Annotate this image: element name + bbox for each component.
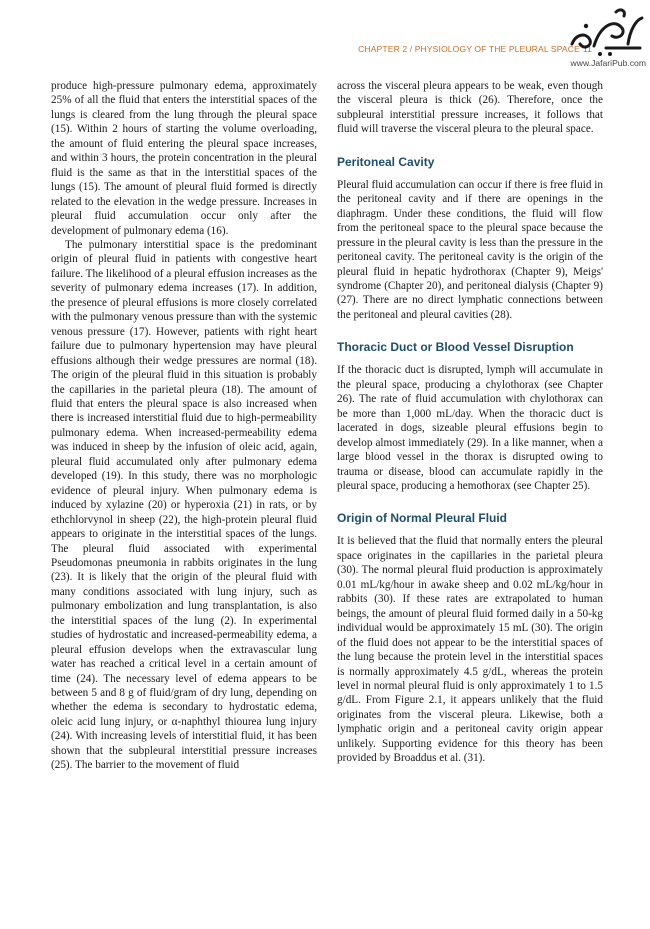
right-column [337,79,603,766]
section-heading-thoracic-duct: Thoracic Duct or Blood Vessel Disruption [337,340,574,355]
calligraphy-logo-icon [566,4,646,58]
page-number: 11 [582,44,592,54]
body-paragraph: It is believed that the fluid that normally enters the pleural space originates in the capillaries in the parietal pleura (30). The normal pleural fluid production is approximately 0.01 mL/kg/hour in awake sheep and 0.02 mL/kg/hour in rabbits (30). If these rates are extrapolated to human beings, the amount of pleural fluid formed daily in a 50-kg individual would be approximately 15 mL (30). The origin of the fluid does not appear to be the interstitial spaces of the lung because the protein level in the interstitial spaces is normally approximately 4.5 g/dL, whereas the protein level in normal pleural fluid is only approximately 1 to 1.5 g/dL. From Figure 2.1, it appears unlikely that the fluid originates from the visceral pleura. Likewise, both a lymphatic origin and a peritoneal cavity origin appear unlikely. Supporting evidence for this theory has been provided by Broaddus et al. (31). [337,535,603,765]
body-paragraph: Pleural fluid accumulation can occur if there is free fluid in the peritoneal cavity and if there are openings in the diaphragm. Under these conditions, the fluid will flow from the peritoneal space to the pleural space because the pressure in the pleural cavity is less than the pressure in the peritoneal cavity. The peritoneal cavity is the origin of the pleural fluid in hepatic hydrothorax (Chapter 9), Meigs' syndrome (Chapter 20), and peritoneal dialysis (Chapter 9) (27). There are no direct lymphatic connections between the peritoneal and pleural cavities (28). [337,178,603,321]
section-heading-peritoneal-cavity: Peritoneal Cavity [337,154,435,169]
body-paragraph: If the thoracic duct is disrupted, lymph will accumulate in the pleural space, producing a chylothorax (see Chapter 26). The rate of fluid accumulation with chylothorax can be more than 1,000 mL/day. When the thoracic duct is lacerated in dogs, sizeable pleural effusions begin to develop almost immediately (29). In a like manner, when a large blood vessel in the thorax is disrupted owing to trauma or disease, blood can accumulate rapidly in the pleural space, producing a hemothorax (see Chapter 25). [337,364,603,492]
running-header [330,44,592,54]
left-column [51,79,317,773]
section-heading-normal-pleural-fluid: Origin of Normal Pleural Fluid [337,511,508,526]
running-title: CHAPTER 2 / PHYSIOLOGY OF THE PLEURAL SPACE [358,44,580,54]
publisher-logo [566,4,646,70]
body-paragraph: across the visceral pleura appears to be weak, even though the visceral pleura is thick (26). Therefore, once the subpleural interstitial pressure increases, it follows that fluid will traverse the visceral pleura to the pleural space. [337,80,603,136]
publisher-url: www.JafariPub.com [570,58,646,68]
body-paragraph: The pulmonary interstitial space is the predominant origin of pleural fluid in patients with congestive heart failure. The likelihood of a pleural effusion increases as the severity of pulmonary edema increases (17). In addition, the presence of pleural effusions is more closely correlated with the pulmonary venous pressure than with the systemic venous pressure (17). However, patients with right heart failure due to pulmonary hypertension may have pleural effusions although their wedge pressures are normal (18). The origin of the pleural fluid in this situation is probably the capillaries in the parietal pleura (18). The amount of fluid that enters the pleural space is also increased when there is increased interstitial fluid due to high-permeability pulmonary edema. When increased-permeability edema was induced in sheep by the infusion of oleic acid, again, pleural fluid accumulated only after pulmonary edema developed (19). In this study, there was no morphologic evidence of pleural injury. When pulmonary edema is induced by xylazine (20) or hyperoxia (21) in rats, or by ethchlorvynol in sheep (22), the high-protein pleural fluid appears to originate in the interstitial spaces of the lungs. The pleural fluid associated with experimental Pseudomonas pneumonia in rabbits originates in the lung (23). It is likely that the origin of the pleural fluid with many conditions associated with lung injury, such as pulmonary embolization and lung transplantation, is also the interstitial spaces of the lung (2). In experimental studies of hydrostatic and increased-permeability edema, a pleural effusion develops when the extravascular lung water has reached a critical level in a certain amount of time (24). The necessary level of edema appears to be between 5 and 8 g of fluid/gram of dry lung, depending on whether the edema is secondary to hydrostatic edema, oleic acid lung injury, or α-naphthyl thiourea lung injury (24). With increasing levels of interstitial fluid, it has been shown that the subpleural interstitial pressure increases (25). The barrier to the movement of fluid [51,238,317,772]
body-paragraph: produce high-pressure pulmonary edema, approximately 25% of all the fluid that enters the interstitial spaces of the lungs is cleared from the lung through the pleural space (15). Within 2 hours of starting the volume overloading, the amount of fluid entering the pleural space increases, and within 3 hours, the protein concentration in the pleural fluid is the same as that in the interstitial spaces of the lungs (15). The amount of pleural fluid formed is directly related to the elevation in the wedge pressure. Increases in pleural fluid accumulation occur only after the development of pulmonary edema (16). [51,80,317,237]
